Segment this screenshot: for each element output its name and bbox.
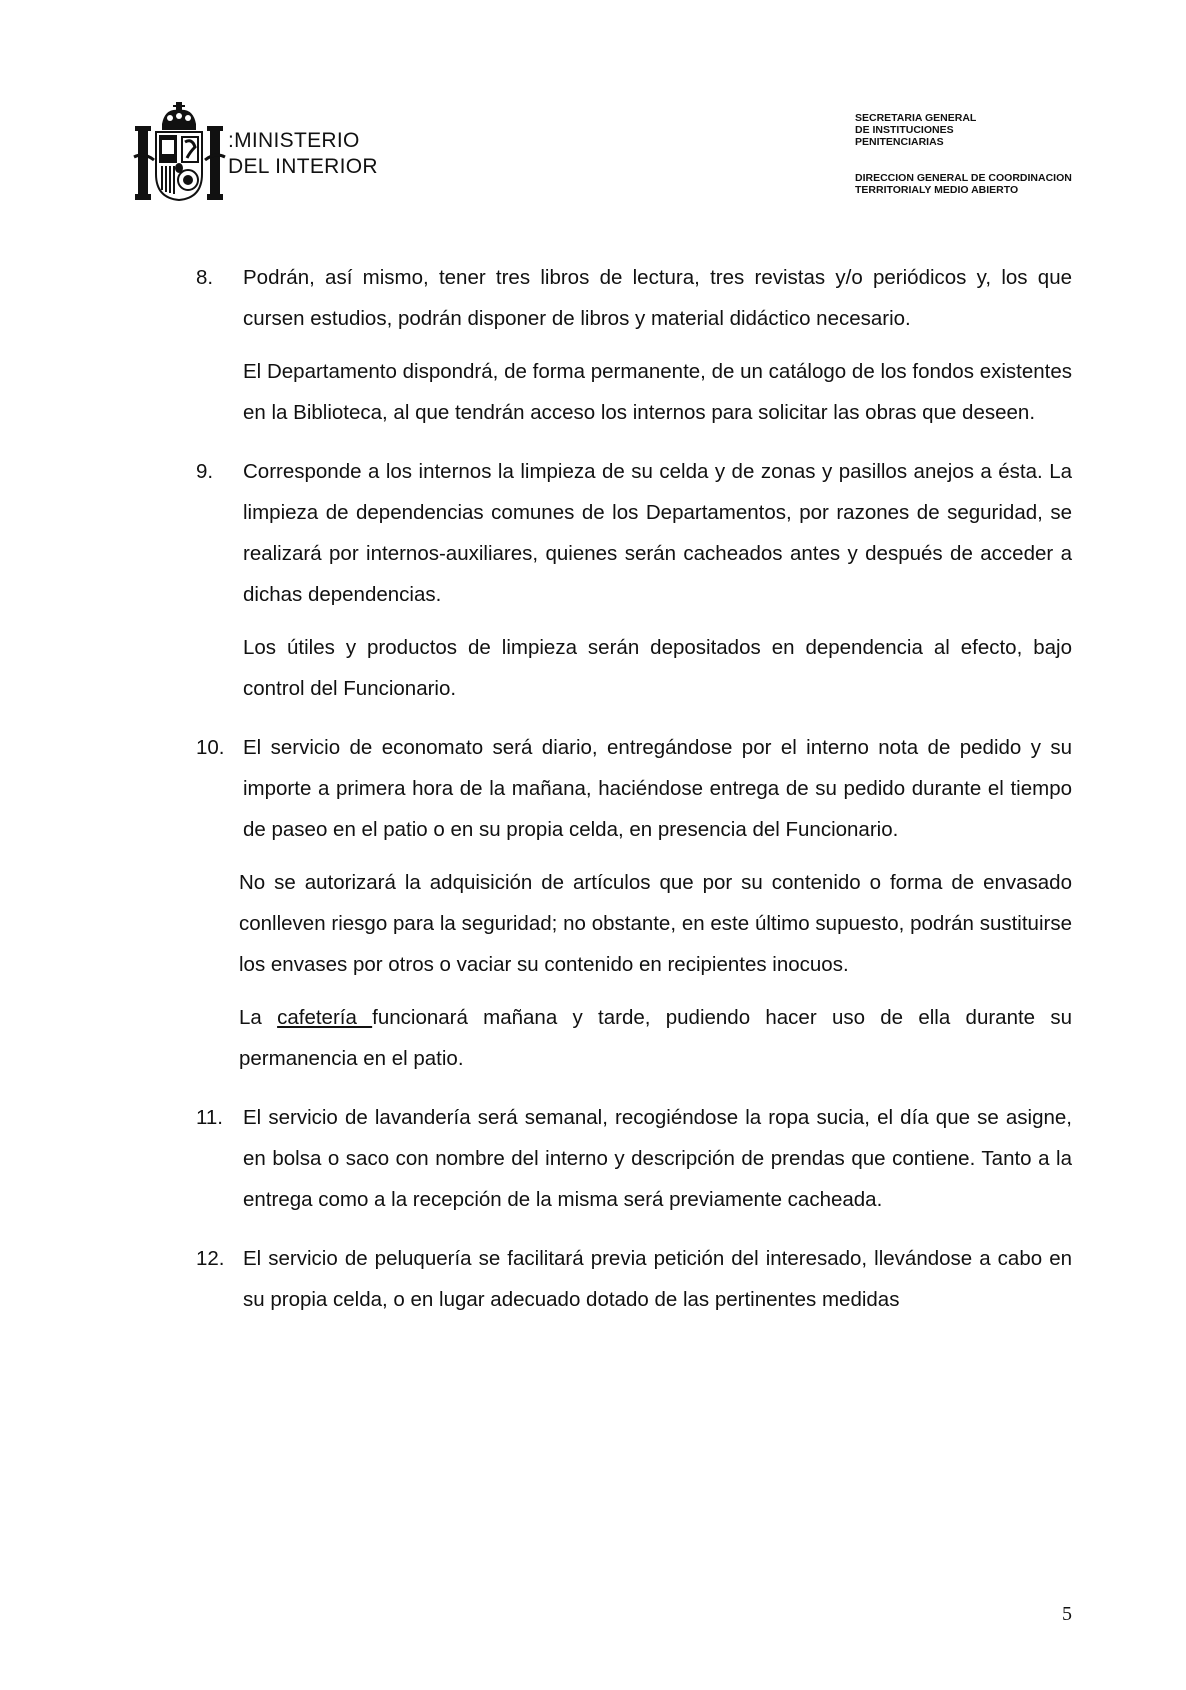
paragraph: Los útiles y productos de limpieza serán depositados en dependencia al efecto, bajo control del Funcionario. — [243, 636, 1072, 700]
dept-line: TERRITORIALY MEDIO ABIERTO — [855, 184, 1019, 196]
dept-line: DIRECCION GENERAL DE COORDINACION — [855, 172, 1072, 184]
paragraph: El Departamento dispondrá, de forma permanente, de un catálogo de los fondos existentes en la Biblioteca, al que tendrán acceso los internos para solicitar las obras que deseen. — [243, 360, 1072, 424]
paragraph: El servicio de lavandería será semanal, recogiéndose la ropa sucia, el día que se asigne, en bolsa o saco con nombre del interno y descripción de prendas que contiene. Tanto a la entrega como a la recepción de la misma será previamente cacheada. — [243, 1106, 1072, 1211]
underlined-term: cafetería — [277, 1006, 373, 1029]
cafeteria-paragraph — [239, 997, 1072, 1079]
item-number: 8. — [196, 266, 214, 289]
text: La — [239, 1006, 278, 1029]
dept-line: SECRETARIA GENERAL — [855, 112, 977, 124]
list-item-9 — [196, 451, 1072, 709]
paragraph: No se autorizará la adquisición de artículos que por su contenido o forma de envasado conlleven riesgo para la seguridad; no obstante, en este último supuesto, podrán sustituirse los envases por otros o vaciar su contenido en recipientes inocuos. — [239, 871, 1072, 976]
ministry-line-1: :MINISTERIO — [228, 129, 360, 152]
list-item-12 — [196, 1238, 1072, 1320]
list-item-10 — [196, 727, 1072, 1079]
spanish-coat-of-arms-icon — [132, 102, 227, 202]
item-number: 11. — [196, 1106, 223, 1129]
item-number: 10. — [196, 736, 225, 759]
department-header — [855, 112, 1072, 196]
dept-line: PENITENCIARIAS — [855, 136, 944, 148]
paragraph: El servicio de peluquería se facilitará previa petición del interesado, llevándose a cabo en su propia celda, o en lugar adecuado dotado de las pertinentes medidas — [243, 1247, 1072, 1311]
paragraph: Podrán, así mismo, tener tres libros de lectura, tres revistas y/o periódicos y, los que cursen estudios, podrán disponer de libros y material didáctico necesario. — [243, 266, 1072, 330]
ministry-line-2: DEL INTERIOR — [228, 155, 378, 178]
paragraph: El servicio de economato será diario, entregándose por el interno nota de pedido y su importe a primera hora de la mañana, haciéndose entrega de su pedido durante el tiempo de paseo en el patio o en su propia celda, en presencia del Funcionario. — [243, 736, 1072, 841]
item-number: 12. — [196, 1247, 225, 1270]
paragraph: Corresponde a los internos la limpieza de su celda y de zonas y pasillos anejos a ésta. La limpieza de dependencias comunes de los Departamentos, por razones de seguridad, se realizará por internos-auxiliares, quienes serán cacheados antes y después de acceder a dichas dependencias. — [243, 460, 1072, 606]
dept-line: DE INSTITUCIONES — [855, 124, 954, 136]
page-number: 5 — [1062, 1603, 1072, 1625]
item-number: 9. — [196, 460, 214, 483]
document-body — [196, 257, 1072, 1338]
list-item-11 — [196, 1097, 1072, 1220]
list-item-8 — [196, 257, 1072, 433]
text: funcionará mañana y tarde, pudiendo hacer uso de ella durante su permanencia en el patio. — [239, 1006, 1073, 1070]
ministry-name — [228, 128, 378, 180]
